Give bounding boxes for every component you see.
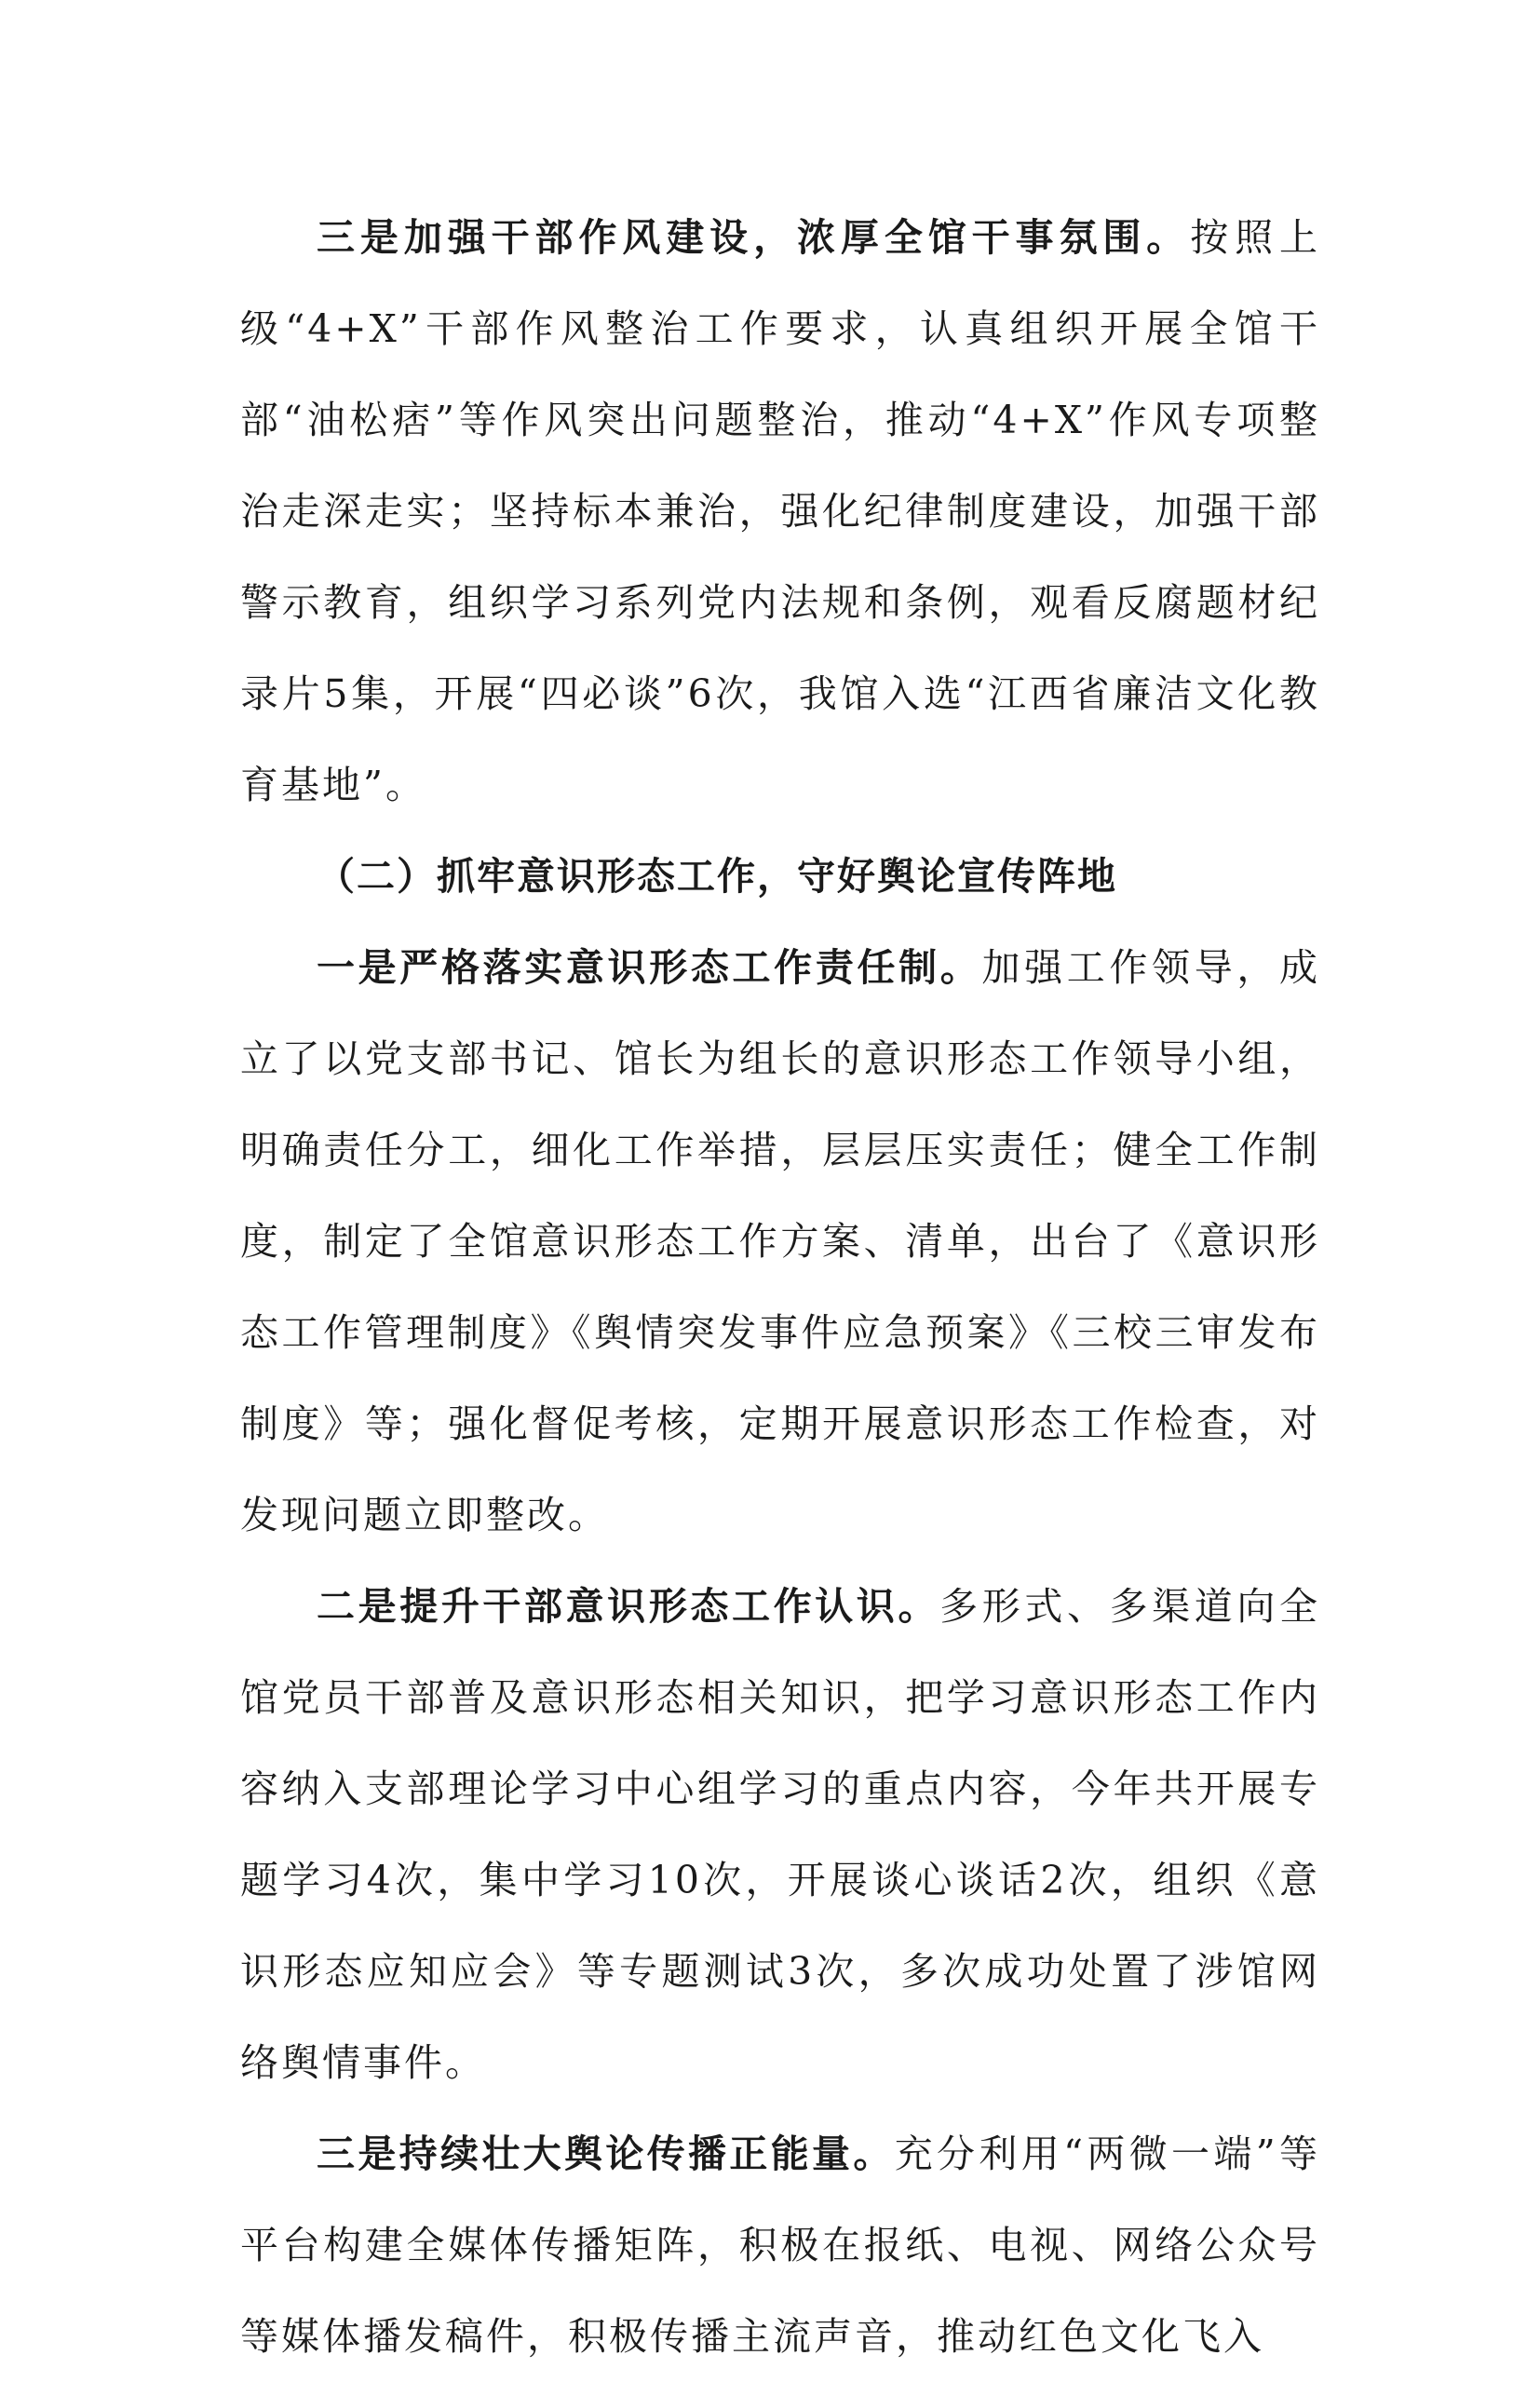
section-heading: （二）抓牢意识形态工作，守好舆论宣传阵地 [317, 854, 1117, 899]
paragraph-text: 按照上级“4+X”干部作风整治工作要求，认真组织开展全馆干部“油松痞”等作风突出问题整治，推动“4+X”作风专项整治走深走实；坚持标本兼治，强化纪律制度建设，加强干部警示教育，组织学习系列党内法规和条例，观看反腐题材纪录片5集，开展“四必谈”6次，我馆入选“江西省廉洁文化教育基地”。 [240, 215, 1321, 807]
paragraph-lead: 一是严格落实意识形态工作责任制。 [317, 945, 982, 990]
paragraph-text: 充分利用“两微一端”等平台构建全媒体传播矩阵，积极在报纸、电视、网络公众号等媒体播发稿件，积极传播主流声音，推动红色文化飞入 [240, 2132, 1321, 2359]
paragraph-responsibility-system [240, 922, 1320, 1561]
paragraph-lead: 三是持续壮大舆论传播正能量。 [317, 2132, 895, 2176]
paragraph-text: 加强工作领导，成立了以党支部书记、馆长为组长的意识形态工作领导小组，明确责任分工，细化工作举措，层层压实责任；健全工作制度，制定了全馆意识形态工作方案、清单，出台了《意识形态工作管理制度》《舆情突发事件应急预案》《三校三审发布制度》等；强化督促考核，定期开展意识形态工作检查，对发现问题立即整改。 [240, 945, 1321, 1537]
paragraph-text: 多形式、多渠道向全馆党员干部普及意识形态相关知识，把学习意识形态工作内容纳入支部理论学习中心组学习的重点内容，今年共开展专题学习4次，集中学习10次，开展谈心谈话2次，组织《意识形态应知应会》等专题测试3次，多次成功处置了涉馆网络舆情事件。 [240, 1584, 1321, 2085]
paragraph-lead: 三是加强干部作风建设，浓厚全馆干事氛围。 [317, 215, 1191, 260]
paragraph-cadre-work-style [240, 192, 1320, 831]
paragraph-positive-energy [240, 2108, 1320, 2382]
document-body [240, 192, 1320, 2382]
paragraph-ideology-awareness [240, 1561, 1320, 2108]
paragraph-lead: 二是提升干部意识形态工作认识。 [317, 1584, 940, 1629]
